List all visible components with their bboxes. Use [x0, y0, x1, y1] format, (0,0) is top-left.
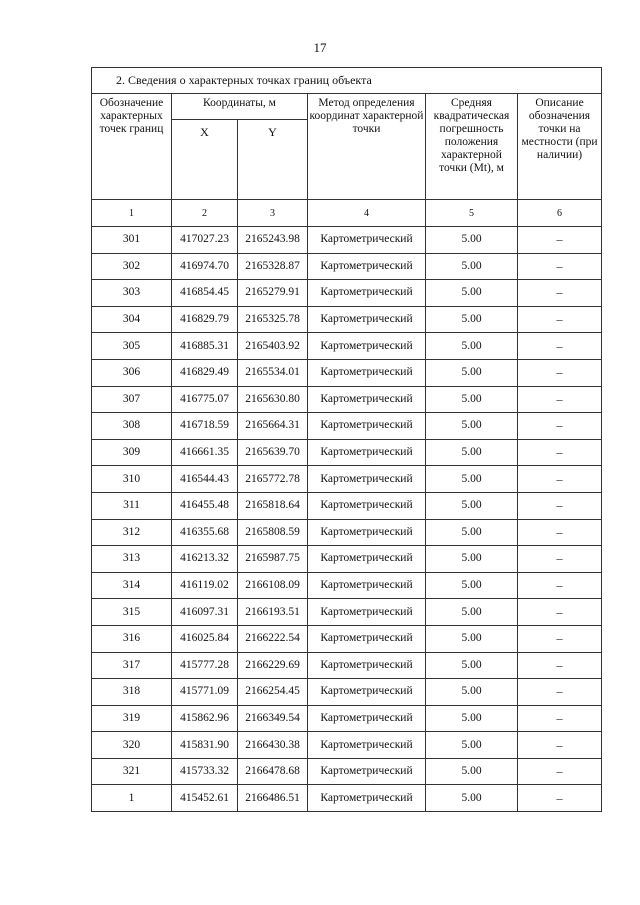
- description-cell: –: [518, 227, 602, 254]
- y-cell: 2166222.54: [238, 625, 308, 652]
- method-cell: Картометрический: [308, 306, 426, 333]
- method-cell: Картометрический: [308, 280, 426, 307]
- header-row: [92, 94, 602, 120]
- error-cell: 5.00: [426, 306, 518, 333]
- description-cell: –: [518, 785, 602, 812]
- table-row: [92, 466, 602, 493]
- description-cell: –: [518, 386, 602, 413]
- x-cell: 416829.49: [172, 359, 238, 386]
- y-cell: 2166430.38: [238, 732, 308, 759]
- y-cell: 2165987.75: [238, 546, 308, 573]
- column-number: 1: [92, 200, 172, 227]
- table-row: [92, 253, 602, 280]
- y-cell: 2166486.51: [238, 785, 308, 812]
- error-cell: 5.00: [426, 359, 518, 386]
- error-cell: 5.00: [426, 386, 518, 413]
- method-cell: Картометрический: [308, 253, 426, 280]
- y-cell: 2165664.31: [238, 413, 308, 440]
- description-cell: –: [518, 572, 602, 599]
- y-cell: 2165534.01: [238, 359, 308, 386]
- description-cell: –: [518, 758, 602, 785]
- x-cell: 416885.31: [172, 333, 238, 360]
- error-cell: 5.00: [426, 572, 518, 599]
- x-cell: 416355.68: [172, 519, 238, 546]
- y-cell: 2165328.87: [238, 253, 308, 280]
- x-cell: 416455.48: [172, 492, 238, 519]
- header-description: Описание обозначения точки на местности (при наличии): [518, 94, 602, 200]
- table-row: [92, 679, 602, 706]
- description-cell: –: [518, 705, 602, 732]
- x-cell: 416544.43: [172, 466, 238, 493]
- header-y: Y: [238, 120, 308, 200]
- x-cell: 416718.59: [172, 413, 238, 440]
- point-cell: 302: [92, 253, 172, 280]
- table-row: [92, 625, 602, 652]
- description-cell: –: [518, 599, 602, 626]
- table-row: [92, 386, 602, 413]
- error-cell: 5.00: [426, 679, 518, 706]
- table-row: [92, 599, 602, 626]
- x-cell: 415452.61: [172, 785, 238, 812]
- table-row: [92, 280, 602, 307]
- point-cell: 313: [92, 546, 172, 573]
- method-cell: Картометрический: [308, 519, 426, 546]
- header-point: Обозначение характерных точек границ: [92, 94, 172, 200]
- table-row: [92, 492, 602, 519]
- point-cell: 303: [92, 280, 172, 307]
- method-cell: Картометрический: [308, 227, 426, 254]
- point-cell: 305: [92, 333, 172, 360]
- error-cell: 5.00: [426, 280, 518, 307]
- x-cell: 416213.32: [172, 546, 238, 573]
- y-cell: 2166108.09: [238, 572, 308, 599]
- x-cell: 416974.70: [172, 253, 238, 280]
- x-cell: 416661.35: [172, 439, 238, 466]
- x-cell: 416025.84: [172, 625, 238, 652]
- point-cell: 311: [92, 492, 172, 519]
- column-number: 4: [308, 200, 426, 227]
- column-number: 2: [172, 200, 238, 227]
- y-cell: 2166229.69: [238, 652, 308, 679]
- table-row: [92, 572, 602, 599]
- table-row: [92, 333, 602, 360]
- boundary-points-table: [91, 67, 602, 812]
- y-cell: 2165403.92: [238, 333, 308, 360]
- table-row: [92, 705, 602, 732]
- error-cell: 5.00: [426, 652, 518, 679]
- method-cell: Картометрический: [308, 599, 426, 626]
- x-cell: 415733.32: [172, 758, 238, 785]
- table-row: [92, 439, 602, 466]
- description-cell: –: [518, 492, 602, 519]
- table-row: [92, 546, 602, 573]
- error-cell: 5.00: [426, 333, 518, 360]
- point-cell: 309: [92, 439, 172, 466]
- description-cell: –: [518, 253, 602, 280]
- error-cell: 5.00: [426, 758, 518, 785]
- method-cell: Картометрический: [308, 333, 426, 360]
- point-cell: 304: [92, 306, 172, 333]
- table-row: [92, 413, 602, 440]
- table-row: [92, 519, 602, 546]
- description-cell: –: [518, 333, 602, 360]
- x-cell: 415831.90: [172, 732, 238, 759]
- point-cell: 1: [92, 785, 172, 812]
- y-cell: 2166349.54: [238, 705, 308, 732]
- column-number: 6: [518, 200, 602, 227]
- point-cell: 318: [92, 679, 172, 706]
- point-cell: 312: [92, 519, 172, 546]
- y-cell: 2165279.91: [238, 280, 308, 307]
- table-body: [92, 227, 602, 812]
- error-cell: 5.00: [426, 732, 518, 759]
- x-cell: 417027.23: [172, 227, 238, 254]
- header-x: X: [172, 120, 238, 200]
- method-cell: Картометрический: [308, 705, 426, 732]
- description-cell: –: [518, 280, 602, 307]
- description-cell: –: [518, 519, 602, 546]
- point-cell: 310: [92, 466, 172, 493]
- method-cell: Картометрический: [308, 439, 426, 466]
- method-cell: Картометрический: [308, 679, 426, 706]
- error-cell: 5.00: [426, 466, 518, 493]
- table-row: [92, 359, 602, 386]
- description-cell: –: [518, 306, 602, 333]
- column-number-row: [92, 200, 602, 227]
- point-cell: 316: [92, 625, 172, 652]
- method-cell: Картометрический: [308, 546, 426, 573]
- error-cell: 5.00: [426, 519, 518, 546]
- error-cell: 5.00: [426, 625, 518, 652]
- x-cell: 416775.07: [172, 386, 238, 413]
- y-cell: 2165630.80: [238, 386, 308, 413]
- y-cell: 2166254.45: [238, 679, 308, 706]
- x-cell: 415771.09: [172, 679, 238, 706]
- y-cell: 2165818.64: [238, 492, 308, 519]
- method-cell: Картометрический: [308, 492, 426, 519]
- y-cell: 2165639.70: [238, 439, 308, 466]
- table-row: [92, 652, 602, 679]
- description-cell: –: [518, 546, 602, 573]
- y-cell: 2165808.59: [238, 519, 308, 546]
- point-cell: 315: [92, 599, 172, 626]
- column-number: 3: [238, 200, 308, 227]
- x-cell: 416854.45: [172, 280, 238, 307]
- header-method: Метод определения координат характерной точки: [308, 94, 426, 200]
- error-cell: 5.00: [426, 413, 518, 440]
- error-cell: 5.00: [426, 253, 518, 280]
- point-cell: 320: [92, 732, 172, 759]
- x-cell: 416097.31: [172, 599, 238, 626]
- x-cell: 416829.79: [172, 306, 238, 333]
- method-cell: Картометрический: [308, 625, 426, 652]
- method-cell: Картометрический: [308, 572, 426, 599]
- description-cell: –: [518, 466, 602, 493]
- method-cell: Картометрический: [308, 359, 426, 386]
- error-cell: 5.00: [426, 492, 518, 519]
- header-error: Средняя квадратическая погрешность положения характерной точки (Mt), м: [426, 94, 518, 200]
- method-cell: Картометрический: [308, 652, 426, 679]
- point-cell: 321: [92, 758, 172, 785]
- point-cell: 308: [92, 413, 172, 440]
- description-cell: –: [518, 413, 602, 440]
- table-row: [92, 227, 602, 254]
- point-cell: 307: [92, 386, 172, 413]
- table-row: [92, 785, 602, 812]
- error-cell: 5.00: [426, 546, 518, 573]
- table-row: [92, 758, 602, 785]
- x-cell: 416119.02: [172, 572, 238, 599]
- description-cell: –: [518, 732, 602, 759]
- description-cell: –: [518, 439, 602, 466]
- method-cell: Картометрический: [308, 732, 426, 759]
- table-row: [92, 306, 602, 333]
- y-cell: 2166478.68: [238, 758, 308, 785]
- error-cell: 5.00: [426, 705, 518, 732]
- error-cell: 5.00: [426, 599, 518, 626]
- description-cell: –: [518, 625, 602, 652]
- y-cell: 2165243.98: [238, 227, 308, 254]
- method-cell: Картометрический: [308, 785, 426, 812]
- error-cell: 5.00: [426, 227, 518, 254]
- table-row: [92, 732, 602, 759]
- section-title: 2. Сведения о характерных точках границ объекта: [92, 68, 602, 94]
- header-coords: Координаты, м: [172, 94, 308, 120]
- method-cell: Картометрический: [308, 758, 426, 785]
- y-cell: 2166193.51: [238, 599, 308, 626]
- column-number: 5: [426, 200, 518, 227]
- page-number: 17: [313, 40, 327, 55]
- description-cell: –: [518, 679, 602, 706]
- error-cell: 5.00: [426, 439, 518, 466]
- error-cell: 5.00: [426, 785, 518, 812]
- point-cell: 301: [92, 227, 172, 254]
- x-cell: 415862.96: [172, 705, 238, 732]
- y-cell: 2165325.78: [238, 306, 308, 333]
- point-cell: 306: [92, 359, 172, 386]
- description-cell: –: [518, 652, 602, 679]
- section-title-row: [92, 68, 602, 94]
- point-cell: 319: [92, 705, 172, 732]
- method-cell: Картометрический: [308, 386, 426, 413]
- point-cell: 314: [92, 572, 172, 599]
- description-cell: –: [518, 359, 602, 386]
- y-cell: 2165772.78: [238, 466, 308, 493]
- method-cell: Картометрический: [308, 413, 426, 440]
- point-cell: 317: [92, 652, 172, 679]
- method-cell: Картометрический: [308, 466, 426, 493]
- x-cell: 415777.28: [172, 652, 238, 679]
